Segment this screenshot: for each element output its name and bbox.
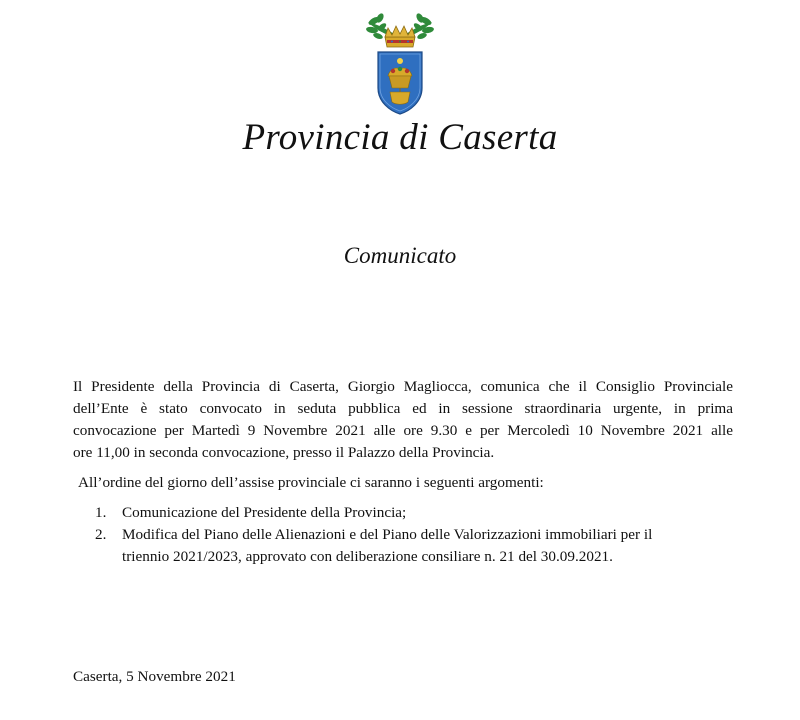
- intro-line: convocazione per Martedì 9 Novembre 2021 alle ore 9.30 e per Mercoledì 10 Novembre 2021 alle: [73, 422, 733, 439]
- agenda-item-number: 2.: [95, 526, 107, 543]
- intro-line: Il Presidente della Provincia di Caserta, Giorgio Magliocca, comunica che il Consiglio Provinciale: [73, 378, 733, 395]
- page-title: Provincia di Caserta: [242, 117, 558, 158]
- agenda-item-text: Modifica del Piano delle Alienazioni e del Piano delle Valorizzazioni immobiliari per il: [122, 526, 653, 543]
- intro-paragraph: [73, 376, 733, 464]
- agenda-item-text: triennio 2021/2023, approvato con deliberazione consiliare n. 21 del 30.09.2021.: [122, 548, 613, 565]
- agenda-list: [95, 502, 715, 568]
- place-date: Caserta, 5 Novembre 2021: [73, 668, 236, 685]
- agenda-item-text: Comunicazione del Presidente della Provincia;: [122, 504, 407, 521]
- intro-line: dell’Ente è stato convocato in seduta pubblica ed in sessione straordinaria urgente, in prima: [73, 400, 733, 417]
- agenda-intro: All’ordine del giorno dell’assise provinciale ci saranno i seguenti argomenti:: [78, 474, 544, 491]
- agenda-item: [95, 524, 715, 568]
- agenda-item-number: 1.: [95, 504, 107, 521]
- coat-of-arms-icon: [364, 10, 436, 116]
- agenda-item: [95, 502, 715, 524]
- intro-line: ore 11,00 in seconda convocazione, presso il Palazzo della Provincia.: [73, 444, 495, 461]
- document-heading: Comunicato: [343, 243, 457, 268]
